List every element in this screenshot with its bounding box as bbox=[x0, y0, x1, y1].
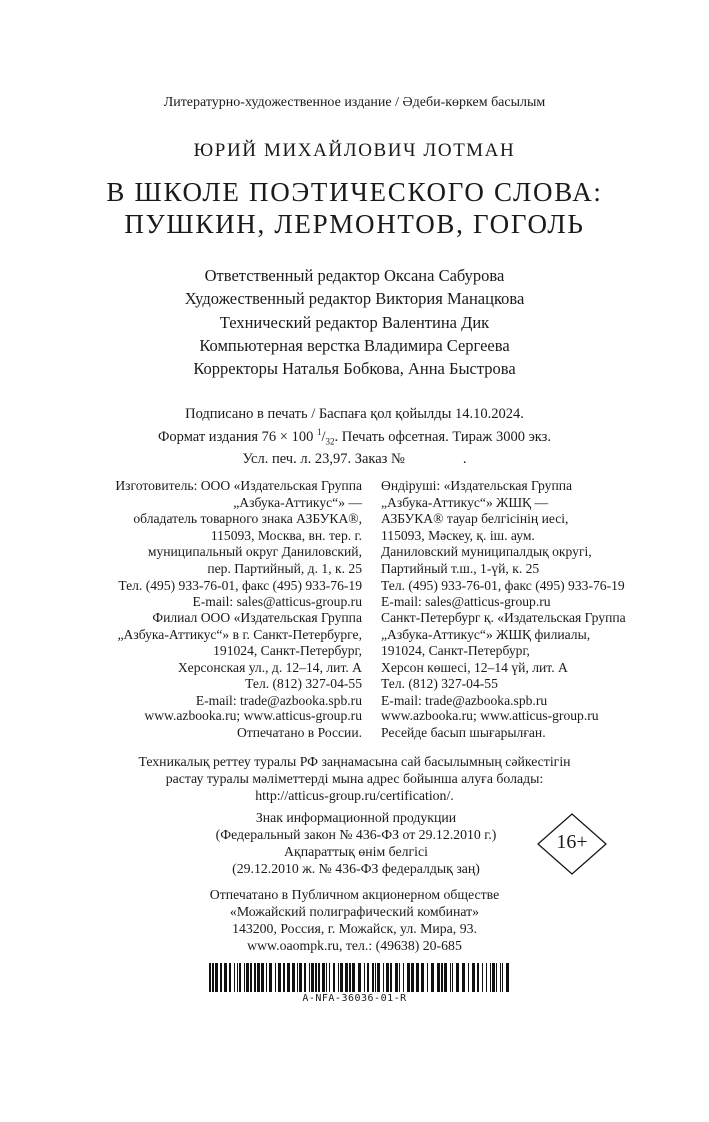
branch-kz-line: Тел. (812) 327-04-55 bbox=[381, 676, 498, 692]
manufacturer-ru-line: „Азбука-Аттикус“» — bbox=[233, 494, 362, 510]
barcode-bar bbox=[246, 963, 249, 992]
barcode-bar bbox=[244, 963, 245, 992]
barcode-bar bbox=[421, 963, 424, 992]
barcode-bar bbox=[352, 963, 355, 992]
barcode-bar bbox=[486, 963, 487, 992]
manufacturer-kz-line: АЗБУКА® тауар белгісінің иесі, bbox=[381, 511, 569, 527]
credit-line: Корректоры Наталья Бобкова, Анна Быстрова bbox=[193, 359, 516, 379]
manufacturer-ru-line: Изготовитель: ООО «Издательская Группа bbox=[115, 478, 362, 493]
barcode-bar bbox=[450, 963, 451, 992]
manufacturer-kz-line: Тел. (495) 933-76-01, факс (495) 933-76-19 bbox=[381, 577, 625, 593]
barcode-bar bbox=[411, 963, 414, 992]
info-sign-line: (29.12.2010 ж. № 436-ФЗ федералдық заң) bbox=[232, 861, 480, 876]
tech-regulation-line: растау туралы мәліметтерді мына адрес бойынша алуға болады: bbox=[165, 771, 544, 786]
barcode-bar bbox=[224, 963, 227, 992]
barcode-bar bbox=[395, 963, 398, 992]
info-sign-line: Знак информационной продукции bbox=[255, 810, 457, 825]
fraction-numerator: 1 bbox=[316, 426, 322, 437]
manufacturer-kz-line: E-mail: sales@atticus-group.ru bbox=[381, 594, 551, 610]
printer-line: «Можайский полиграфический комбинат» bbox=[229, 904, 480, 919]
barcode-bar bbox=[444, 963, 447, 992]
barcode-bar bbox=[304, 963, 306, 992]
branch-ru-line: E-mail: trade@azbooka.spb.ru bbox=[195, 692, 362, 708]
barcode-bar bbox=[416, 963, 419, 992]
barcode-bar bbox=[275, 963, 276, 992]
barcode-bar bbox=[250, 963, 252, 992]
barcode-bar bbox=[456, 963, 459, 992]
manufacturer-kz bbox=[381, 478, 625, 611]
barcode-bar bbox=[329, 963, 330, 992]
info-sign-line: Ақпараттық өнім белгісі bbox=[284, 844, 428, 859]
branch-kz bbox=[381, 610, 626, 710]
manufacturer-kz-line: Өндіруші: «Издательская Группа bbox=[381, 478, 573, 493]
barcode-bar bbox=[407, 963, 410, 992]
age-rating-label: 16+ bbox=[556, 831, 588, 853]
barcode-bar bbox=[212, 963, 214, 992]
barcode-bar bbox=[383, 963, 384, 992]
printed-in-ru: Отпечатано в России. bbox=[236, 724, 362, 740]
branch-kz-line: Херсон көшесі, 12–14 үй, лит. А bbox=[381, 659, 568, 675]
barcode-bar bbox=[254, 963, 256, 992]
barcode-bar bbox=[209, 963, 211, 992]
barcode-bar bbox=[367, 963, 369, 992]
barcode-bar bbox=[266, 963, 267, 992]
barcode-bar bbox=[496, 963, 497, 992]
barcode-bar bbox=[427, 963, 428, 992]
manufacturer-ru bbox=[115, 478, 362, 611]
barcode-bar bbox=[358, 963, 361, 992]
barcode-bar bbox=[340, 963, 343, 992]
barcode-bar bbox=[372, 963, 374, 992]
barcode-bar bbox=[234, 963, 235, 992]
title-line-2: ПУШКИН, ЛЕРМОНТОВ, ГОГОЛЬ bbox=[124, 209, 585, 239]
barcode-bar bbox=[390, 963, 392, 992]
barcode-bar bbox=[220, 963, 222, 992]
barcode-bar bbox=[364, 963, 365, 992]
printer-info bbox=[0, 886, 709, 954]
barcode-bar bbox=[287, 963, 290, 992]
printer-line: Отпечатано в Публичном акционерном обществе bbox=[209, 887, 500, 902]
signed-date: Подписано в печать / Баспаға қол қойылды 14.10.2024. bbox=[185, 406, 524, 422]
barcode-bar bbox=[399, 963, 400, 992]
barcode-bar bbox=[338, 963, 339, 992]
branch-kz-line: Санкт-Петербург қ. «Издательская Группа bbox=[381, 610, 626, 625]
barcode-bar bbox=[292, 963, 295, 992]
barcode-bar bbox=[269, 963, 272, 992]
certification-link: http://atticus-group.ru/certification/. bbox=[255, 788, 454, 803]
barcode-bar bbox=[299, 963, 302, 992]
printed-in-kz: Ресейде басып шығарылған. bbox=[381, 724, 546, 740]
barcode-bar bbox=[326, 963, 327, 992]
manufacturer-kz-line: „Азбука-Аттикус“» ЖШҚ — bbox=[381, 494, 549, 510]
barcode-bar bbox=[311, 963, 314, 992]
manufacturer-ru-line: 115093, Москва, вн. тер. г. bbox=[210, 527, 362, 543]
barcode-bar bbox=[386, 963, 389, 992]
branch-ru bbox=[117, 610, 362, 710]
barcode-bar bbox=[431, 963, 434, 992]
tech-regulation bbox=[0, 753, 709, 804]
barcode-bar bbox=[506, 963, 509, 992]
barcode-bar bbox=[309, 963, 310, 992]
barcode-bar bbox=[492, 963, 495, 992]
branch-ru-line: Тел. (812) 327-04-55 bbox=[245, 676, 362, 692]
barcode bbox=[209, 963, 509, 992]
credit-line: Технический редактор Валентина Дик bbox=[219, 312, 490, 332]
barcode-bar bbox=[229, 963, 231, 992]
barcode-bar bbox=[482, 963, 483, 992]
sheets-line: Усл. печ. л. 23,97. Заказ № . bbox=[242, 451, 467, 468]
manufacturer-ru-line: муниципальный округ Даниловский, bbox=[147, 544, 362, 560]
web-ru bbox=[144, 708, 362, 741]
credit-line: Художественный редактор Виктория Манацкова bbox=[184, 289, 525, 309]
barcode-bar bbox=[315, 963, 317, 992]
barcode-bar bbox=[462, 963, 465, 992]
barcode-bar bbox=[318, 963, 320, 992]
barcode-bar bbox=[403, 963, 404, 992]
print-info bbox=[0, 406, 709, 469]
printer-line: www.oaompk.ru, тел.: (49638) 20-685 bbox=[247, 938, 462, 953]
barcode-bar bbox=[283, 963, 285, 992]
edition-type: Литературно-художественное издание / Әдеби-көркем басылым bbox=[163, 95, 546, 110]
barcode-bar bbox=[452, 963, 453, 992]
manufacturer-ru-line: обладатель товарного знака АЗБУКА®, bbox=[133, 511, 362, 527]
branch-ru-line: Херсонская ул., д. 12–14, лит. А bbox=[177, 659, 362, 675]
branch-ru-line: „Азбука-Аттикус“» в г. Санкт-Петербурге, bbox=[117, 626, 362, 642]
manufacturer-kz-line: Даниловский муниципалдық округі, bbox=[381, 544, 592, 560]
format-line: Формат издания 76 × 100 $^1/_{32}$. Печать офсетная. Тираж 3000 экз. bbox=[157, 426, 552, 447]
barcode-bar bbox=[215, 963, 218, 992]
barcode-bar bbox=[375, 963, 376, 992]
barcode-bar bbox=[437, 963, 440, 992]
barcode-bar bbox=[297, 963, 298, 992]
branch-kz-line: 191024, Санкт-Петербург, bbox=[381, 643, 530, 659]
barcode-bar bbox=[441, 963, 443, 992]
age-rating-badge bbox=[537, 813, 607, 875]
branch-ru-line: Филиал ООО «Издательская Группа bbox=[152, 610, 362, 625]
barcode-bar bbox=[278, 963, 281, 992]
manufacturer-kz-line: 115093, Мәскеу, қ. іш. аум. bbox=[381, 527, 535, 543]
manufacturer-ru-line: Тел. (495) 933-76-01, факс (495) 933-76-19 bbox=[118, 577, 362, 593]
website-links: www.azbooka.ru; www.atticus-group.ru bbox=[381, 708, 599, 723]
barcode-bar bbox=[500, 963, 501, 992]
barcode-bar bbox=[237, 963, 238, 992]
manufacturer-ru-line: пер. Партийный, д. 1, к. 25 bbox=[207, 560, 362, 576]
author-name: ЮРИЙ МИХАЙЛОВИЧ ЛОТМАН bbox=[193, 140, 516, 161]
barcode-bar bbox=[490, 963, 491, 992]
branch-ru-line: 191024, Санкт-Петербург, bbox=[213, 643, 362, 659]
barcode-bar bbox=[472, 963, 475, 992]
barcode-bar bbox=[333, 963, 335, 992]
barcode-bar bbox=[345, 963, 348, 992]
manufacturer-ru-line: E-mail: sales@atticus-group.ru bbox=[192, 594, 362, 610]
manufacturer-kz-line: Партийный т.ш., 1-үй, к. 25 bbox=[381, 560, 540, 576]
website-links: www.azbooka.ru; www.atticus-group.ru bbox=[144, 708, 362, 723]
branch-kz-line: „Азбука-Аттикус“» ЖШҚ филиалы, bbox=[381, 626, 591, 642]
barcode-bar bbox=[322, 963, 325, 992]
printer-line: 143200, Россия, г. Можайск, ул. Мира, 93. bbox=[232, 921, 477, 936]
info-sign-line: (Федеральный закон № 436-ФЗ от 29.12.2010 г.) bbox=[215, 827, 497, 842]
barcode-bar bbox=[349, 963, 351, 992]
credit-line: Компьютерная верстка Владимира Сергеева bbox=[199, 335, 510, 355]
tech-regulation-line: Техникалық реттеу туралы РФ заңнамасына сай басылымның сәйкестігін bbox=[138, 754, 571, 769]
barcode-bar bbox=[257, 963, 260, 992]
web-kz bbox=[381, 708, 599, 741]
barcode-label: A-NFA-36036-01-R bbox=[302, 993, 407, 1004]
barcode-bar bbox=[477, 963, 479, 992]
barcode-bar bbox=[239, 963, 241, 992]
info-product-sign bbox=[196, 809, 516, 877]
barcode-bar bbox=[377, 963, 380, 992]
credit-line: Ответственный редактор Оксана Сабурова bbox=[204, 266, 505, 285]
barcode-bar bbox=[502, 963, 503, 992]
title-line-1: В ШКОЛЕ ПОЭТИЧЕСКОГО СЛОВА: bbox=[106, 177, 603, 207]
barcode-bar bbox=[468, 963, 469, 992]
barcode-bar bbox=[261, 963, 264, 992]
book-title bbox=[0, 176, 709, 240]
fraction-denominator: 32 bbox=[325, 436, 335, 447]
credits bbox=[0, 264, 709, 380]
branch-kz-line: E-mail: trade@azbooka.spb.ru bbox=[381, 692, 548, 708]
